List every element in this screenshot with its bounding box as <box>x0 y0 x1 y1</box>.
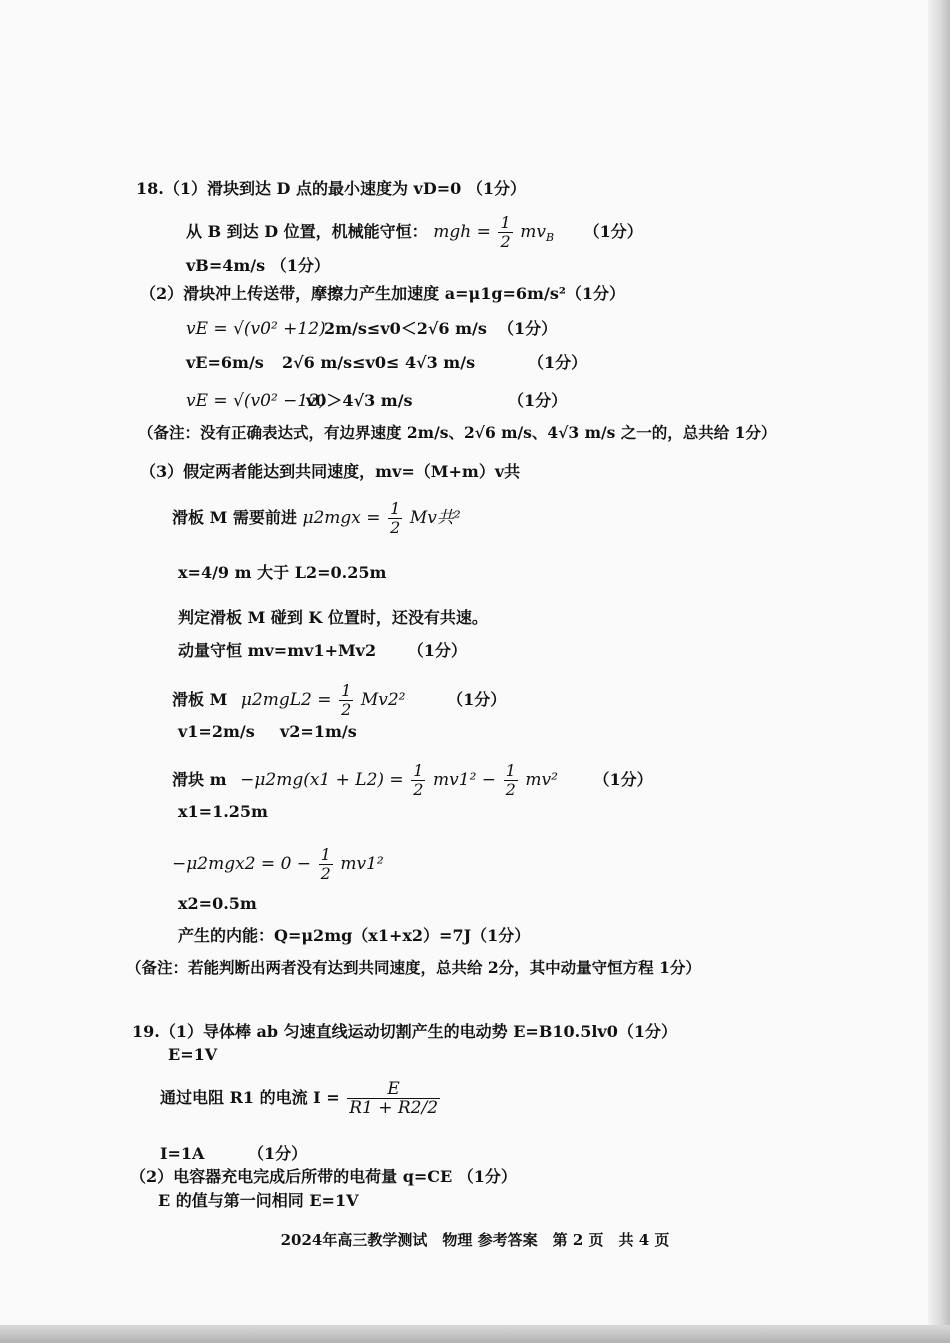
q18-case2-range: 2√6 m/s≤v0≤ 4√3 m/s <box>282 353 476 372</box>
q18-energy-prefix: 从 B 到达 D 位置，机械能守恒： <box>186 222 428 241</box>
q18-x2-frac <box>319 846 333 883</box>
q18-slider-score: （1分） <box>593 770 653 789</box>
q18-board2-frac <box>339 682 353 719</box>
frac-den: 2 <box>341 700 352 719</box>
frac-den: 2 <box>413 780 424 799</box>
q18-x2-eq-right: mv1² <box>340 854 384 874</box>
q18-board-eq-right: Mv共² <box>409 508 461 528</box>
q19-current-den: R1 + R2/2 <box>349 1098 439 1118</box>
q18-part1-title: 18.（1）滑块到达 D 点的最小速度为 vD=0 （1分） <box>136 179 526 198</box>
q18-board-eq-line <box>172 500 461 537</box>
q18-case2-score: （1分） <box>528 353 588 372</box>
q19-i-line <box>160 1143 307 1165</box>
q18-case1-score: （1分） <box>498 319 558 338</box>
q18-slider-prefix: 滑块 m <box>172 770 227 789</box>
q18-heat: 产生的内能：Q=μ2mg（x1+x2）=7J（1分） <box>178 926 531 945</box>
q18-case3 <box>186 390 568 412</box>
q18-case1-expr: vE = √(v0² +12) <box>186 319 326 339</box>
frac-den: 2 <box>320 864 331 883</box>
q18-slider-line <box>172 762 653 799</box>
frac-num: 1 <box>320 845 331 864</box>
q18-case3-expr: vE = √(v0² −12) <box>186 391 326 411</box>
q18-x2-eq: −μ2mgx2 = 0 − <box>172 854 312 874</box>
q18-judge: 判定滑板 M 碰到 K 位置时，还没有共速。 <box>178 608 488 627</box>
q18-board2-eq: μ2mgL2 = <box>240 690 332 710</box>
q19-current-line <box>160 1080 442 1117</box>
q18-board-frac <box>388 500 402 537</box>
q18-case2-expr: vE=6m/s <box>186 353 264 372</box>
q19-part1-title: 19.（1）导体棒 ab 匀速直线运动切割产生的电动势 E=B10.5lv0（1分） <box>132 1022 677 1041</box>
frac-num: 1 <box>500 213 511 232</box>
q19-i-score: （1分） <box>248 1144 308 1163</box>
frac-den: 2 <box>505 780 516 799</box>
q18-energy-frac <box>498 214 512 251</box>
q18-v1: v1=2m/s <box>178 722 255 741</box>
q18-slider-frac2 <box>504 762 518 799</box>
frac-den: 2 <box>390 518 401 537</box>
q19-i: I=1A <box>160 1144 205 1163</box>
q18-case3-range: v0＞4√3 m/s <box>306 391 413 410</box>
q18-case3-score: （1分） <box>508 391 568 410</box>
q18-part3-title: （3）假定两者能达到共同速度，mv=（M+m）v共 <box>140 462 521 481</box>
q18-board2-line <box>172 682 506 719</box>
q18-v2: v2=1m/s <box>280 722 357 741</box>
q18-energy-sub: B <box>545 231 555 245</box>
q18-x2: x2=0.5m <box>178 894 257 913</box>
q19-current-frac <box>347 1080 440 1117</box>
page-edge-shadow-right <box>928 0 950 1343</box>
q18-slider-eq-right: mv² <box>525 770 558 790</box>
q18-part2-note: （备注：没有正确表达式，有边界速度 2m/s、2√6 m/s、4√3 m/s 之一的，总共给 1分） <box>138 423 777 442</box>
q18-case1 <box>186 318 558 340</box>
frac-num: 1 <box>413 761 424 780</box>
frac-den: 2 <box>500 232 511 251</box>
frac-num: 1 <box>505 761 516 780</box>
page-edge-shadow-bottom <box>0 1325 950 1343</box>
q18-momentum: 动量守恒 mv=mv1+Mv2 <box>178 641 377 660</box>
q18-x1: x1=1.25m <box>178 802 268 821</box>
q18-energy-line <box>186 214 643 251</box>
q19-part2-title: （2）电容器充电完成后所带的电荷量 q=CE （1分） <box>130 1167 517 1186</box>
q18-momentum-line <box>178 640 467 662</box>
q18-energy-eq-right: mv <box>520 222 546 242</box>
q18-x2-eq-line <box>172 846 384 883</box>
q18-case2 <box>186 352 588 374</box>
q18-energy-eq-left: mgh = <box>433 222 491 242</box>
q19-current-num: E <box>347 1080 440 1099</box>
q18-board2-eq-right: Mv2² <box>360 690 406 710</box>
q18-momentum-score: （1分） <box>407 641 467 660</box>
q18-slider-eq: −μ2mg(x1 + L2) = <box>240 770 404 790</box>
q18-slider-frac1 <box>411 762 425 799</box>
q18-board-eq: μ2mgx = <box>302 508 381 528</box>
page-footer: 2024年高三教学测试 物理 参考答案 第 2 页 共 4 页 <box>280 1231 670 1249</box>
q18-board-prefix: 滑板 M 需要前进 <box>172 508 297 527</box>
q18-part3-note: （备注：若能判断出两者没有达到共同速度，总共给 2分，其中动量守恒方程 1分） <box>126 958 701 977</box>
q18-slider-eq-mid: mv1² − <box>433 770 497 790</box>
q18-energy-score: （1分） <box>583 222 643 241</box>
q18-v-results <box>178 721 357 743</box>
q18-case1-range: 2m/s≤v0＜2√6 m/s <box>324 319 487 338</box>
q18-x-result: x=4/9 m 大于 L2=0.25m <box>178 563 387 582</box>
q18-board2-score: （1分） <box>447 690 507 709</box>
q19-e: E=1V <box>168 1045 218 1064</box>
q18-board2-prefix: 滑板 M <box>172 690 228 709</box>
frac-num: 1 <box>390 499 401 518</box>
q18-part2-title: （2）滑块冲上传送带，摩擦力产生加速度 a=μ1g=6m/s²（1分） <box>140 284 625 303</box>
q19-current-prefix: 通过电阻 R1 的电流 I = <box>160 1088 340 1107</box>
q19-part2-line2: E 的值与第一问相同 E=1V <box>158 1191 359 1210</box>
q18-vb-result: vB=4m/s （1分） <box>186 256 330 275</box>
frac-num: 1 <box>341 681 352 700</box>
